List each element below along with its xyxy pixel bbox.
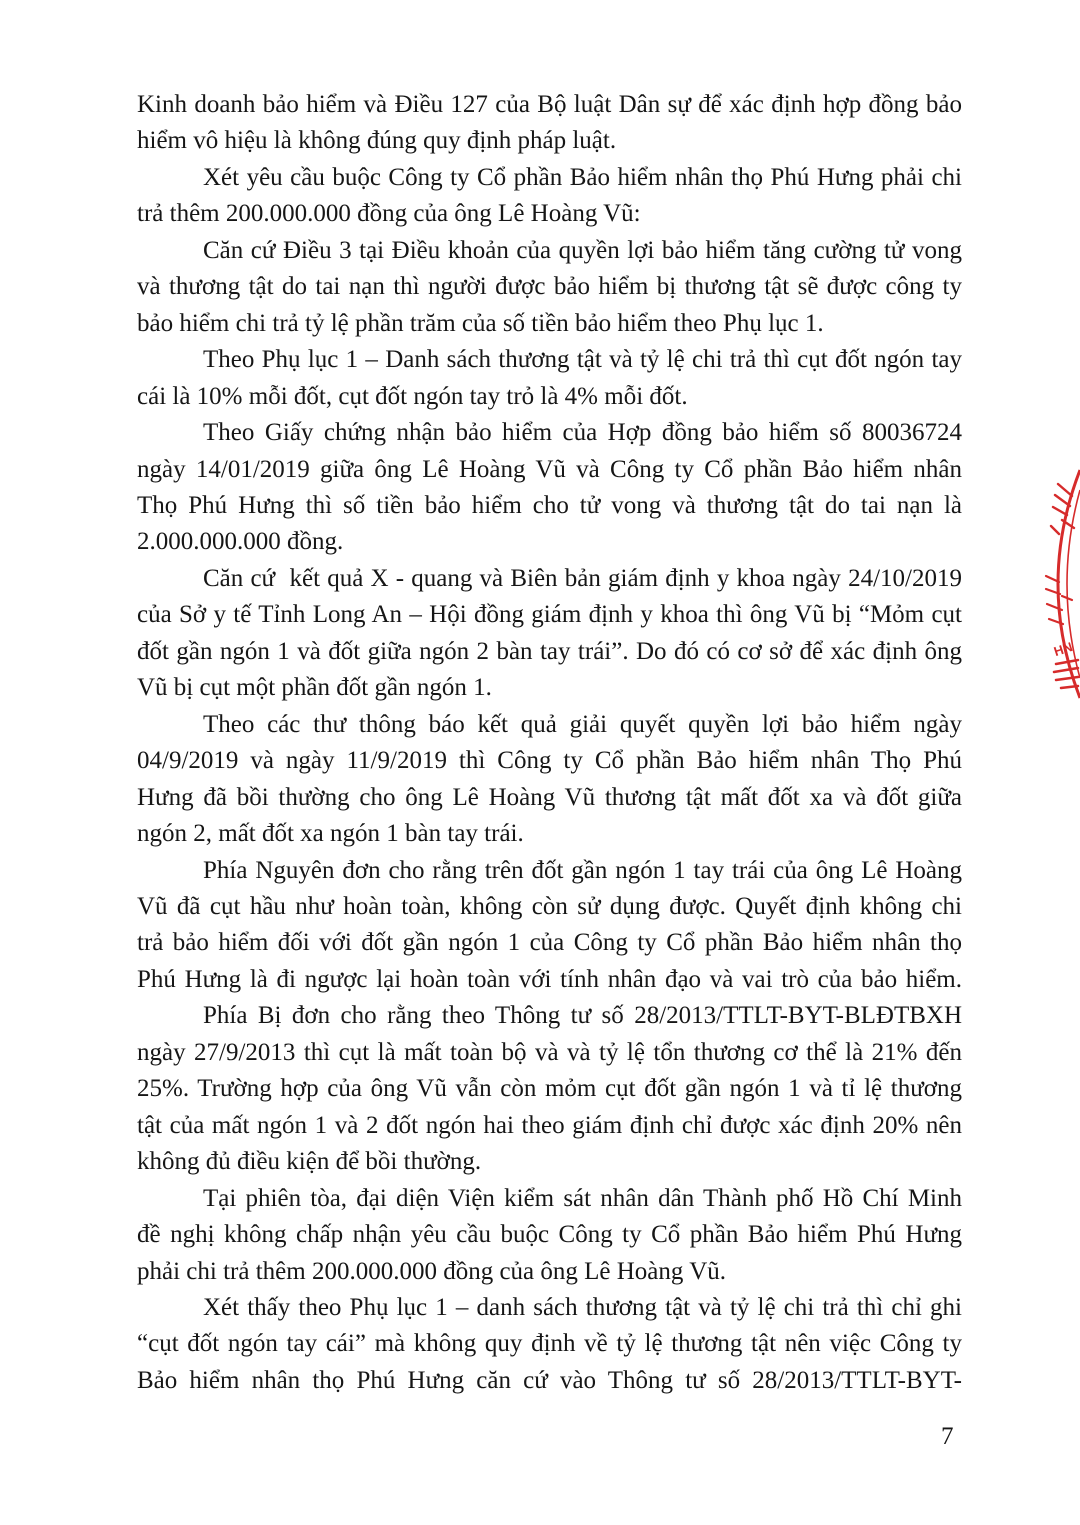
text-line: Hưng đã bồi thường cho ông Lê Hoàng Vũ thương tật mất đốt xa và đốt giữa [137,783,962,811]
paragraph [137,561,962,707]
red-seal-fragment [1032,468,1080,700]
text-line: và thương tật do tai nạn thì người được bảo hiểm bị thương tật sẽ được công ty [137,273,962,301]
text-line: Thọ Phú Hưng thì số tiền bảo hiểm cho tử vong và thương tật do tai nạn là [137,491,962,519]
paragraph [137,415,962,561]
text-line: 25%. Trường hợp của ông Vũ vẫn còn mỏm cụt đốt gần ngón 1 và tỉ lệ thương [137,1075,962,1103]
paragraph [137,87,962,160]
text-line: Căn cứ Điều 3 tại Điều khoản của quyền lợi bảo hiểm tăng cường tử vong [203,236,962,264]
seal-text: HN [1051,639,1075,660]
text-line: đề nghị không chấp nhận yêu cầu buộc Công ty Cổ phần Bảo hiểm Phú Hưng [137,1221,962,1249]
text-line: Căn cứ kết quả X - quang và Biên bản giám định y khoa ngày 24/10/2019 [203,564,962,592]
text-line: Xét yêu cầu buộc Công ty Cổ phần Bảo hiểm nhân thọ Phú Hưng phải chi [203,163,962,191]
text-line: không đủ điều kiện để bồi thường. [137,1148,482,1176]
text-line: Vũ đã cụt hầu như hoàn toàn, không còn sử dụng được. Quyết định không chi [137,892,962,920]
text-line: cái là 10% mỗi đốt, cụt đốt ngón tay trỏ là 4% mỗi đốt. [137,382,688,410]
text-line: 04/9/2019 và ngày 11/9/2019 thì Công ty Cổ phần Bảo hiểm nhân Thọ Phú [137,747,962,775]
paragraph [137,998,962,1180]
paragraph [137,1290,962,1399]
paragraph [137,342,962,415]
text-line: Phía Nguyên đơn cho rằng trên đốt gần ngón 1 tay trái của ông Lê Hoàng [203,856,962,884]
paragraph [137,707,962,853]
text-line: ngày 27/9/2013 thì cụt là mất toàn bộ và và tỷ lệ tổn thương cơ thể là 21% đến [137,1038,962,1066]
text-line: Theo các thư thông báo kết quả giải quyết quyền lợi bảo hiểm ngày [203,710,962,738]
paragraph [137,853,962,999]
text-line: 2.000.000.000 đồng. [137,528,344,556]
text-line: Kinh doanh bảo hiểm và Điều 127 của Bộ luật Dân sự để xác định hợp đồng bảo [137,91,962,118]
text-line: trả bảo hiểm đối với đốt gần ngón 1 của Công ty Cổ phần Bảo hiểm nhân thọ [137,929,962,957]
text-line: “cụt đốt ngón tay cái” mà không quy định về tỷ lệ thương tật nên việc Công ty [137,1330,962,1358]
text-line: Phía Bị đơn cho rằng theo Thông tư số 28/2013/TTLT-BYT-BLĐTBXH [203,1002,962,1030]
text-line: phải chi trả thêm 200.000.000 đồng của ông Lê Hoàng Vũ. [137,1257,727,1285]
paragraph [137,160,962,233]
text-line: của Sở y tế Tỉnh Long An – Hội đồng giám định y khoa thì ông Vũ bị “Mỏm cụt [137,601,962,629]
text-line: Bảo hiểm nhân thọ Phú Hưng căn cứ vào Thông tư số 28/2013/TTLT-BYT- [137,1366,962,1394]
text-line: bảo hiểm chi trả tỷ lệ phần trăm của số tiền bảo hiểm theo Phụ lục 1. [137,309,824,337]
text-line: tật của mất ngón 1 và 2 đốt ngón hai theo giám định chỉ được xác định 20% nên [137,1111,962,1139]
text-line: Xét thấy theo Phụ lục 1 – danh sách thương tật và tỷ lệ chi trả thì chỉ ghi [203,1293,962,1321]
page-number: 7 [941,1423,954,1450]
paragraph [137,233,962,342]
text-line: hiểm vô hiệu là không đúng quy định pháp luật. [137,127,617,155]
text-line: trả thêm 200.000.000 đồng của ông Lê Hoàng Vũ: [137,200,641,228]
document-body [137,87,962,1399]
text-line: Theo Phụ lục 1 – Danh sách thương tật và tỷ lệ chi trả thì cụt đốt ngón tay [203,346,962,374]
text-line: ngày 14/01/2019 giữa ông Lê Hoàng Vũ và Công ty Cổ phần Bảo hiểm nhân [137,455,962,483]
text-line: Vũ bị cụt một phần đốt gần ngón 1. [137,674,492,702]
paragraph [137,1181,962,1290]
text-line: Theo Giấy chứng nhận bảo hiểm của Hợp đồng bảo hiểm số 80036724 [203,419,962,447]
text-line: Phú Hưng là đi ngược lại hoàn toàn với tính nhân đạo và vai trò của bảo hiểm. [137,965,962,993]
text-line: Tại phiên tòa, đại diện Viện kiểm sát nhân dân Thành phố Hồ Chí Minh [203,1184,962,1212]
text-line: đốt gần ngón 1 và đốt giữa ngón 2 bàn tay trái”. Do đó có cơ sở để xác định ông [137,637,962,665]
text-line: ngón 2, mất đốt xa ngón 1 bàn tay trái. [137,820,524,848]
